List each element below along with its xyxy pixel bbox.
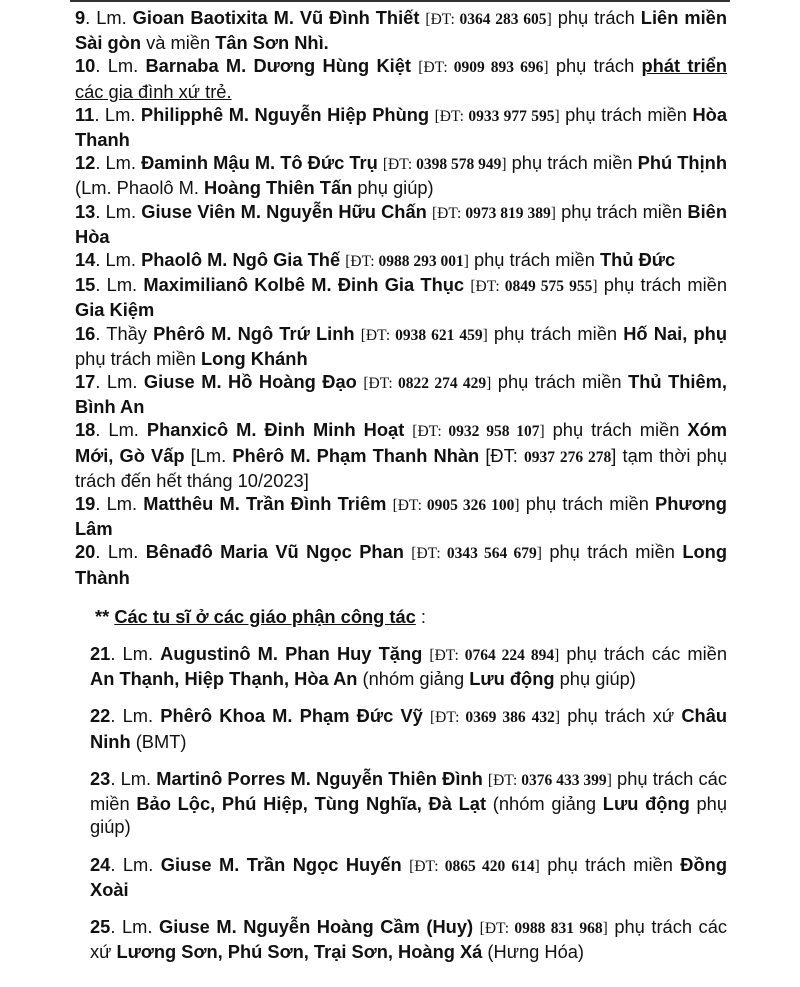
entry-text: phụ trách [548,55,642,77]
entry-number: 21 [90,643,111,665]
entry-name: Maximilianô Kolbê M. Đinh Gia Thục [143,274,465,296]
phone-suffix: ] [546,11,552,28]
phone-number [430,709,560,726]
place-name: Liên miền Sài gòn [75,7,727,54]
place-name: Châu Ninh [90,705,728,752]
phone-digits: 0364 283 605 [459,11,547,28]
entry-text: phụ trách các xứ [90,915,728,963]
entry-name: Giuse Viên M. Nguyễn Hữu Chấn [141,200,427,222]
entry-number: 9 [75,7,86,28]
place-name: Thủ Thiêm, Bình An [75,371,728,418]
list-item [75,6,727,54]
entry-title: . Lm. [94,103,141,125]
phone-number [425,11,551,28]
phone-digits: 0932 958 107 [448,423,540,441]
list-item [75,322,727,370]
phone-number [435,108,560,125]
entry-text: phụ trách các miền [559,643,727,665]
section-stars: ** [95,605,115,627]
list-item [75,248,727,273]
entry-number: 25 [90,915,111,937]
list-item [75,151,727,199]
entry-number: 13 [75,200,96,222]
phone-number [345,253,469,270]
phone-suffix: ] [501,156,507,174]
entry-number: 23 [90,767,111,789]
phone-suffix: ] [534,857,540,875]
list-item [75,540,727,588]
place-name: Phú Thịnh [637,152,728,174]
phone-prefix: [ĐT: [425,11,460,28]
phone-prefix: [ĐT: [429,647,465,665]
entry-number: 12 [75,152,96,174]
place-name: Phêrô M. Phạm Thanh Nhàn [232,444,480,466]
place-name: Lương Sơn, Phú Sơn, Trại Sơn, Hoàng Xá [116,941,483,963]
phone-prefix: [ĐT: [360,326,396,344]
phone-prefix: [ĐT: [411,545,447,563]
phone-digits: 0369 386 432 [465,709,555,727]
section-colon: : [415,605,426,627]
phone-number [429,647,559,664]
entry-number: 14 [75,249,96,271]
phone-suffix: ] [554,647,560,665]
entry-number: 11 [75,103,95,125]
section-title: Các tu sĩ ở các giáo phận công tác [114,605,416,627]
phone-digits: 0937 276 278 [523,448,612,466]
entry-text: phụ giúp) [554,668,636,690]
phone-number [412,423,544,440]
place-name: Lưu động [602,793,690,815]
place-name: Long Thành [75,541,727,588]
entry-text: phụ trách các miền [90,767,727,815]
entry-text: phụ trách miền [539,853,681,875]
entry-number: 17 [75,371,96,393]
phone-prefix: [ĐT: [479,919,515,937]
phone-prefix: [ĐT: [363,375,399,393]
phone-number [418,59,548,76]
phone-digits: 0938 621 459 [395,326,483,344]
list-item [75,915,727,963]
phone-number [411,545,542,562]
list-item [75,54,727,102]
place-name: Gia Kiệm [75,299,155,321]
list-item [75,370,727,418]
place-name: Hoàng Thiên Tấn [204,177,353,199]
place-name: phát triển [641,55,727,77]
list-item [75,418,727,492]
list-item [75,492,727,540]
place-name: Lưu động [469,668,555,690]
entry-title: . Lm. [110,853,161,875]
entry-text: phụ trách miền [541,541,683,563]
place-name: Long Khánh [201,347,308,369]
phone-suffix: ] [482,326,488,344]
phone-number [363,375,491,392]
phone-suffix: ] [606,771,612,789]
phone-number [432,205,556,222]
phone-prefix: [ĐT: [431,204,466,222]
entry-number: 15 [75,274,96,296]
entry-number: 18 [75,419,96,441]
phone-number [488,772,612,789]
assignment-list [75,6,727,589]
place-name: Thủ Đức [599,249,676,271]
phone-digits: 0764 224 894 [464,647,555,665]
phone-suffix: ] [543,59,549,77]
place-name: Biên Hòa [75,200,727,247]
phone-prefix: [ĐT: [430,709,466,727]
entry-text: ] tạm thời phụ trách đến hết tháng 10/2023] [75,444,727,491]
entry-text: phụ trách miền [468,249,600,271]
entry-name: Bênađô Maria Vũ Ngọc Phan [145,541,404,563]
list-item [75,853,727,901]
entry-text: [ĐT: [479,444,524,466]
entry-title: . Lm. [95,371,144,393]
phone-prefix: [ĐT: [412,423,449,441]
phone-prefix: [ĐT: [470,278,505,296]
list-item [75,704,727,752]
entry-name: Giuse M. Hồ Hoàng Đạo [143,371,357,393]
entry-text: phụ trách [551,7,641,28]
entry-name: Matthêu M. Trần Đình Triêm [143,493,387,515]
phone-digits: 0822 274 429 [398,375,487,393]
phone-digits: 0909 893 696 [453,59,544,77]
entry-title: . Lm. [110,915,159,937]
entry-text: phụ trách miền [75,347,202,369]
place-name: Xóm Mới, Gò Vấp [75,419,727,466]
entry-text: (nhóm giảng [357,668,470,690]
phone-prefix: [ĐT: [418,59,454,77]
phone-suffix: ] [514,497,520,515]
list-item [75,642,727,690]
phone-prefix: [ĐT: [382,156,417,174]
entry-title: . Lm. [95,249,142,271]
place-name: Bảo Lộc, Phú Hiệp, Tùng Nghĩa, Đà Lạt [136,793,487,815]
phone-suffix: ] [536,545,542,563]
phone-suffix: ] [539,423,545,441]
entry-text: (Lm. Phaolô M. [75,177,205,199]
entry-text: phụ trách miền [544,419,688,441]
entry-name: Giuse M. Nguyễn Hoàng Cầm (Huy) [159,915,474,937]
entry-text: phụ trách miền [597,274,727,296]
entry-name: Phaolô M. Ngô Gia Thế [141,249,341,271]
entry-name: Phêrô Khoa M. Phạm Đức Vỹ [160,705,423,727]
phone-digits: 0905 326 100 [426,497,515,515]
list-item [75,767,727,839]
phone-prefix: [ĐT: [409,857,445,875]
place-name: An Thạnh, Hiệp Thạnh, Hòa An [90,668,358,690]
entry-title: . Lm. [95,274,144,296]
entry-title: . Lm. [95,152,142,174]
entry-title: . Lm. [110,767,157,789]
phone-digits: 0973 819 389 [465,204,551,222]
phone-number [470,278,597,295]
entry-text: [Lm. [184,444,233,466]
entry-text: phụ trách miền [491,371,629,393]
place-name: Hố Nai, phụ [623,322,727,344]
entry-title: . Lm. [95,419,147,441]
entry-text: phụ trách miền [487,322,624,344]
section-heading [95,605,727,628]
phone-suffix: ] [463,253,469,271]
entry-text: phụ trách xứ [560,705,682,727]
list-item [75,273,727,321]
phone-digits: 0849 575 955 [504,278,593,296]
entry-title: . Lm. [95,55,146,77]
phone-suffix: ] [554,107,560,125]
entry-number: 20 [75,541,96,563]
phone-digits: 0398 578 949 [416,156,502,174]
entry-text: phụ trách miền [506,152,638,174]
entry-name: Phêrô M. Ngô Trứ Linh [153,322,355,344]
entry-title: . Lm. [85,7,133,28]
entry-name: Philipphê M. Nguyễn Hiệp Phùng [140,103,430,125]
entry-text: (BMT) [130,730,187,752]
document-page [75,6,727,963]
list-item [75,103,727,151]
entry-title: . Lm. [95,493,144,515]
entry-number: 19 [75,493,96,515]
entry-text: phụ trách miền [519,493,656,515]
entry-name: Martinô Porres M. Nguyễn Thiên Đình [156,767,483,789]
entry-title: . Lm. [110,705,161,727]
diocese-assignment-list [75,642,727,963]
phone-digits: 0988 831 968 [514,919,603,937]
entry-name: Đaminh Mậu M. Tô Đức Trụ [141,152,378,174]
phone-digits: 0865 420 614 [444,857,535,875]
phone-prefix: [ĐT: [392,497,427,515]
entry-text: phụ giúp) [90,793,727,838]
list-item [75,200,727,248]
entry-text: phụ trách miền [555,200,688,222]
phone-number [480,920,608,937]
entry-text: phụ trách miền [559,103,693,125]
place-name: Đồng Xoài [90,853,727,900]
entry-name: Barnaba M. Dương Hùng Kiệt [145,55,412,77]
entry-title: . Lm. [110,643,161,665]
entry-title: . Lm. [95,200,142,222]
entry-number: 22 [90,705,111,727]
place-name: Tân Sơn Nhì. [215,32,329,54]
phone-suffix: ] [592,278,598,296]
entry-title: . Thầy [95,322,154,344]
entry-name: Gioan Baotixita M. Vũ Đình Thiết [132,7,420,28]
place-name: Phương Lâm [75,493,727,540]
top-rule [70,0,730,2]
phone-digits: 0343 564 679 [446,545,537,563]
phone-number [361,327,488,344]
entry-text: các gia đình xứ trẻ. [75,80,232,102]
phone-number [409,858,540,875]
phone-suffix: ] [602,919,608,937]
phone-suffix: ] [554,709,561,727]
phone-number [383,156,507,173]
place-name: Hòa Thanh [75,103,728,151]
phone-number [393,497,520,514]
entry-title: . Lm. [95,541,146,563]
entry-text: (Hưng Hóa) [482,941,584,963]
entry-text: (nhóm giảng [486,793,603,815]
entry-number: 16 [75,322,96,344]
entry-text: và miền [141,32,216,54]
phone-suffix: ] [486,375,492,393]
phone-digits: 0376 433 399 [521,771,607,789]
phone-prefix: [ĐT: [434,107,469,125]
entry-text: phụ giúp) [352,177,434,199]
phone-prefix: [ĐT: [345,253,379,271]
phone-prefix: [ĐT: [487,771,522,789]
entry-number: 24 [90,853,111,875]
entry-name: Augustinô M. Phan Huy Tặng [160,643,423,665]
entry-number: 10 [75,55,96,77]
entry-name: Giuse M. Trần Ngọc Huyến [160,853,402,875]
phone-digits: 0988 293 001 [378,253,464,271]
phone-digits: 0933 977 595 [468,107,555,125]
entry-name: Phanxicô M. Đinh Minh Hoạt [146,419,405,441]
phone-suffix: ] [550,204,556,222]
